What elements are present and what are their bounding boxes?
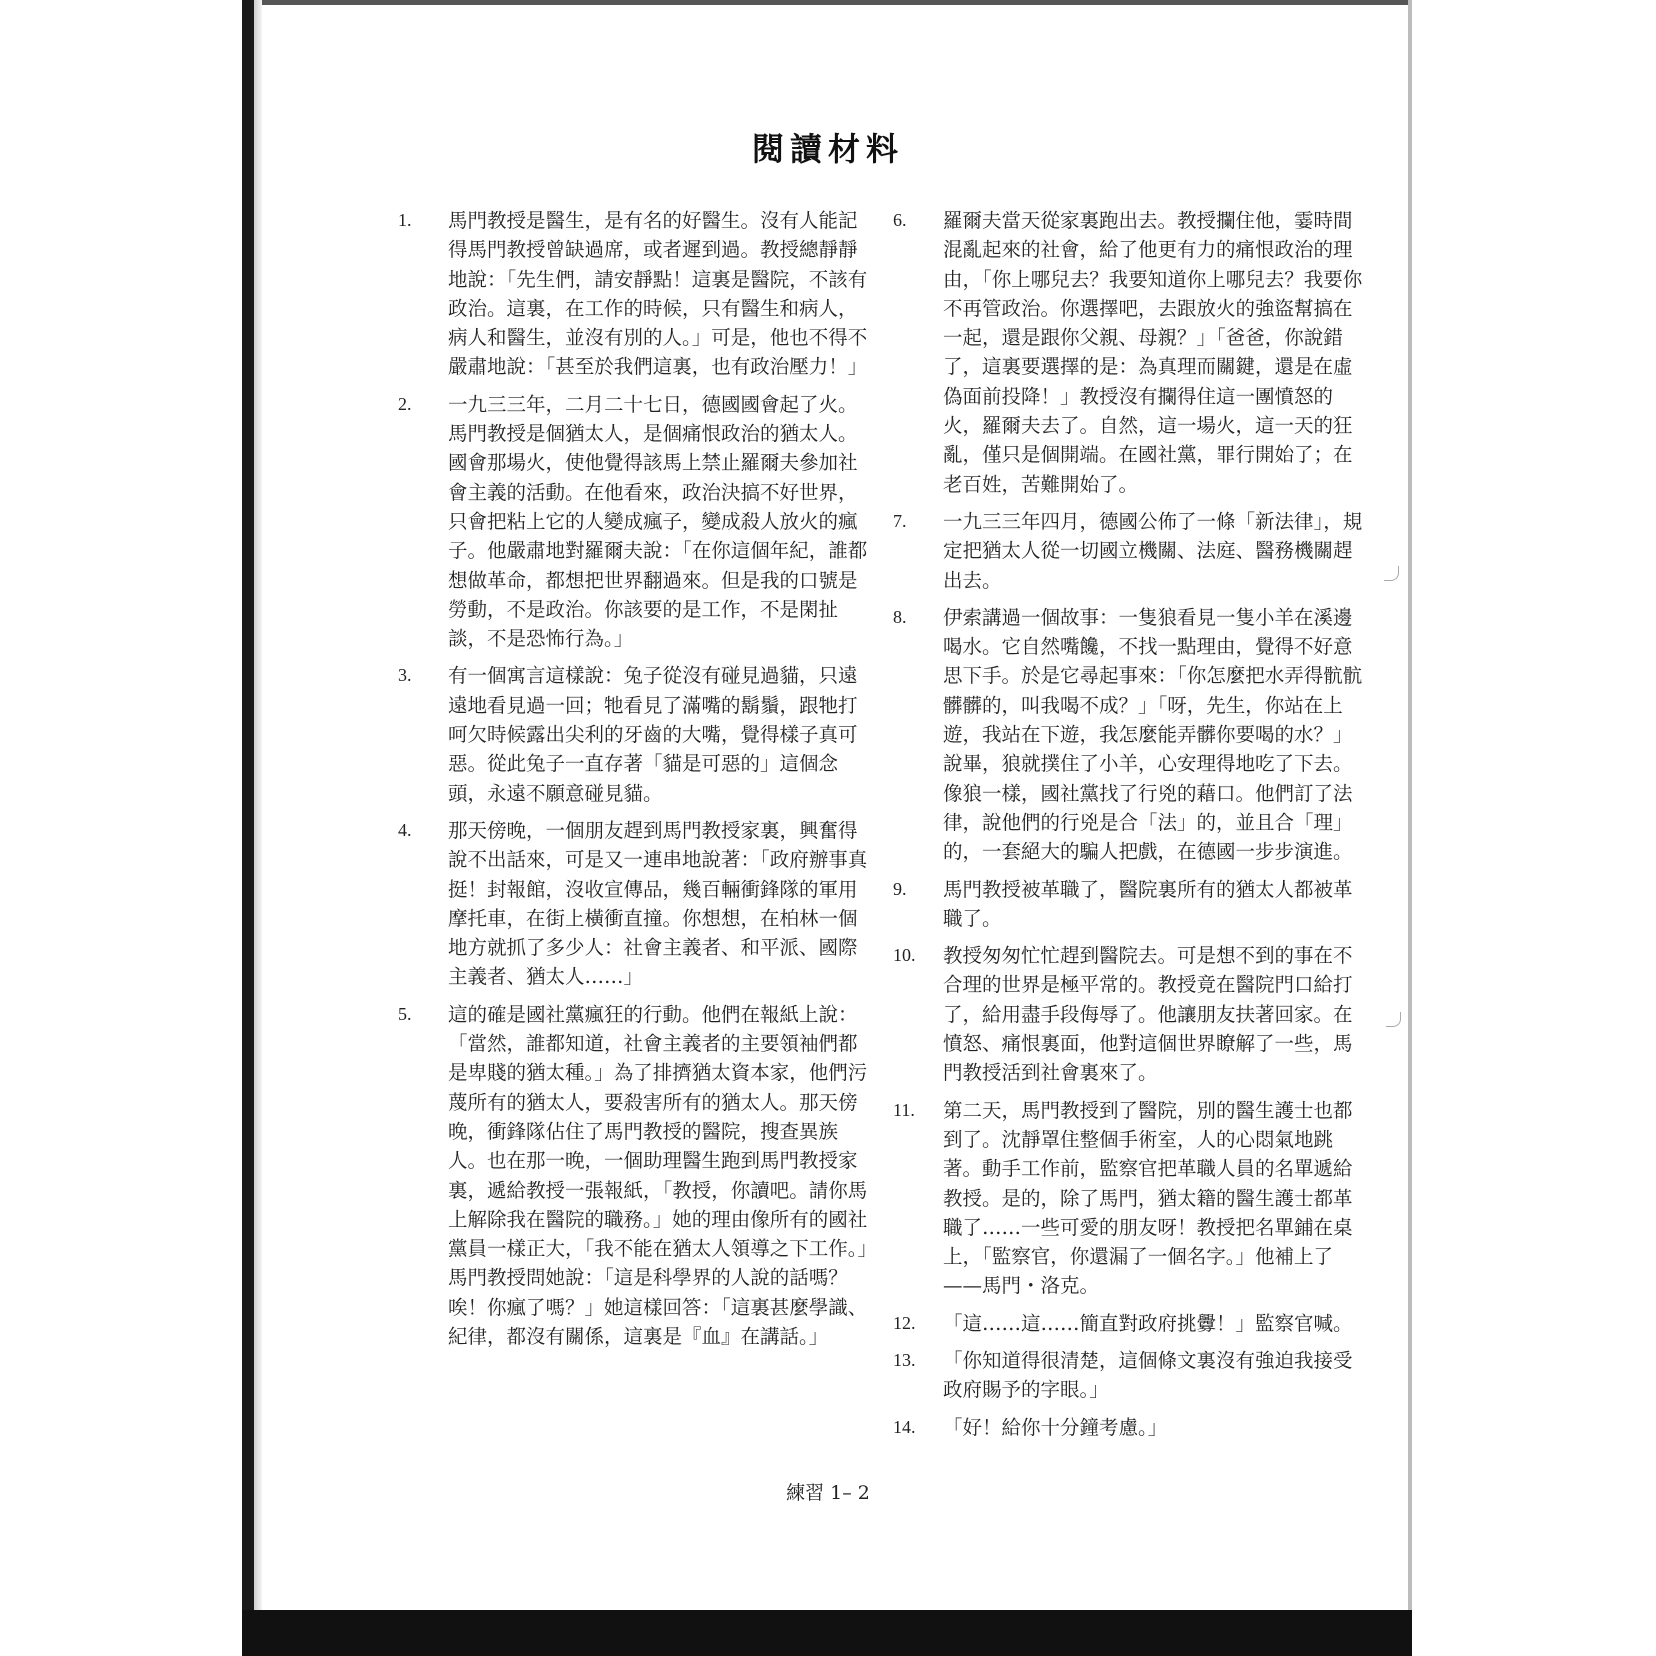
paragraph-number: 1. xyxy=(398,210,412,230)
paragraph-number: 11. xyxy=(893,1099,915,1120)
paragraph-item xyxy=(893,603,1365,867)
paragraph-item xyxy=(398,390,870,654)
paragraph-text: 教授匆匆忙忙趕到醫院去。可是想不到的事在不合理的世界是極平常的。教授竟在醫院門口給打了，給用盡手段侮辱了。他讓朋友扶著回家。在憤怒、痛恨裏面，他對這個世界瞭解了一些，馬門教授活到社會裏來了。 xyxy=(943,944,1353,1085)
paragraph-number: 9. xyxy=(893,878,907,899)
paragraph-item xyxy=(398,1000,870,1352)
paragraph-item xyxy=(893,1096,1365,1301)
paragraph-item xyxy=(398,816,870,992)
paragraph-text: 一九三三年，二月二十七日，德國國會起了火。馬門教授是個猶太人，是個痛恨政治的猶太人。國會那場火，使他覺得該馬上禁止羅爾夫參加社會主義的活動。在他看來，政治決搞不好世界，只會把粘上它的人變成瘋子，變成殺人放火的瘋子。他嚴肅地對羅爾夫說：「在你這個年紀，誰都想做革命，都想把世界翻過來。但是我的口號是勞動，不是政治。你該要的是工作，不是閑扯談，不是恐怖行為。」 xyxy=(448,392,868,651)
paragraph-text: 那天傍晚，一個朋友趕到馬門教授家裏，興奮得說不出話來，可是又一連串地說著：「政府辦事真挺！封報館，沒收宣傳品，幾百輛衝鋒隊的軍用摩托車，在街上橫衝直撞。你想想，在柏林一個地方就抓了多少人：社會主義者、和平派、國際主義者、猶太人……」 xyxy=(448,818,868,989)
paragraph-item xyxy=(893,1309,1365,1338)
paragraph-number: 7. xyxy=(893,510,907,531)
paragraph-number: 8. xyxy=(893,606,907,627)
paragraph-text: 羅爾夫當天從家裏跑出去。教授攔住他，霎時間混亂起來的社會，給了他更有力的痛恨政治的理由，「你上哪兒去？我要知道你上哪兒去？我要你不再管政治。你選擇吧，去跟放火的強盜幫搞在一起，還是跟你父親、母親？」「爸爸，你說錯了，這裏要選擇的是：為真理而關鍵，還是在虛偽面前投降！」教授沒有攔得住這一團憤怒的火，羅爾夫去了。自然，這一場火，這一天的狂亂，僅只是個開端。在國社黨，罪行開始了；在老百姓，苦難開始了。 xyxy=(943,209,1363,496)
scan-top-edge xyxy=(242,0,1412,5)
paragraph-number: 14. xyxy=(893,1416,916,1437)
paragraph-item xyxy=(398,206,870,382)
right-column xyxy=(893,206,1365,1450)
scan-left-shadow xyxy=(254,0,262,1656)
paragraph-item xyxy=(893,875,1365,934)
scan-left-border xyxy=(242,0,254,1656)
paragraph-text: 馬門教授被革職了，醫院裏所有的猶太人都被革職了。 xyxy=(943,877,1353,930)
paragraph-text: 「你知道得很清楚，這個條文裏沒有強迫我接受政府賜予的字眼。」 xyxy=(943,1348,1353,1402)
paragraph-item xyxy=(893,941,1365,1087)
left-column xyxy=(398,206,870,1359)
paragraph-item xyxy=(893,507,1365,595)
paragraph-text: 「這……這……簡直對政府挑釁！」監察官喊。 xyxy=(943,1311,1353,1335)
scan-bottom-border xyxy=(242,1610,1412,1656)
page-footer: 練習 1– 2 xyxy=(786,1482,870,1504)
paragraph-text: 這的確是國社黨瘋狂的行動。他們在報紙上說：「當然，誰都知道，社會主義者的主要領袖們都是卑賤的猶太種。」為了排擠猶太資本家，他們污蔑所有的猶太人，要殺害所有的猶太人。那天傍晚，衝鋒隊佔住了馬門教授的醫院，搜查異族人。也在那一晚，一個助理醫生跑到馬門教授家裏，遞給教授一張報紙，「教授，你讀吧。請你馬上解除我在醫院的職務。」她的理由像所有的國社黨員一樣正大，「我不能在猶太人領導之下工作。」馬門教授問她說：「這是科學界的人說的話嗎？唉！你瘋了嗎？」她這樣回答：「這裏甚麼學識、紀律，都沒有關係，這裏是『血』在講話。」 xyxy=(448,1002,868,1348)
paragraph-number: 5. xyxy=(398,1003,412,1024)
paragraph-item xyxy=(893,1346,1365,1405)
scan-mark xyxy=(1384,566,1399,581)
paragraph-item xyxy=(893,206,1365,499)
paragraph-item xyxy=(893,1413,1365,1442)
paragraph-text: 第二天，馬門教授到了醫院，別的醫生護士也都到了。沈靜罩住整個手術室，人的心悶氣地跳著。動手工作前，監察官把革職人員的名單遞給教授。是的，除了馬門，猶太籍的醫生護士都革職了……一些可愛的朋友呀！教授把名單鋪在桌上，「監察官，你還漏了一個名字。」他補上了——馬門・洛克。 xyxy=(943,1098,1353,1298)
paragraph-number: 10. xyxy=(893,945,916,966)
page-title: 閱讀材料 xyxy=(751,130,904,168)
scan-mark xyxy=(1386,1012,1401,1027)
paragraph-text: 「好！給你十分鐘考慮。」 xyxy=(943,1415,1168,1439)
paragraph-text: 伊索講過一個故事：一隻狼看見一隻小羊在溪邊喝水。它自然嘴饞，不找一點理由，覺得不好意思下手。於是它尋起事來：「你怎麼把水弄得骯骯髒髒的，叫我喝不成？」「呀，先生，你站在上遊，我站在下遊，我怎麼能弄髒你要喝的水？」說畢，狼就撲住了小羊，心安理得地吃了下去。像狼一樣，國社黨找了行兇的藉口。他們訂了法律，說他們的行兇是合「法」的，並且合「理」的，一套絕大的騙人把戲，在德國一步步演進。 xyxy=(943,605,1363,864)
paragraph-number: 12. xyxy=(893,1312,916,1333)
paragraph-text: 有一個寓言這樣說：兔子從沒有碰見過貓，只遠遠地看見過一回；牠看見了滿嘴的鬍鬚，跟牠打呵欠時候露出尖利的牙齒的大嘴，覺得樣子真可惡。從此兔子一直存著「貓是可惡的」這個念頭，永遠不願意碰見貓。 xyxy=(448,664,858,805)
paragraph-text: 一九三三年四月，德國公佈了一條「新法律」，規定把猶太人從一切國立機關、法庭、醫務機關趕出去。 xyxy=(943,509,1363,592)
paragraph-number: 2. xyxy=(398,393,412,414)
paragraph-text: 馬門教授是醫生，是有名的好醫生。沒有人能記得馬門教授曾缺過席，或者遲到過。教授總靜靜地說：「先生們，請安靜點！這裏是醫院，不該有政治。這裏，在工作的時候，只有醫生和病人，病人和醫生，並沒有別的人。」可是，他也不得不嚴肅地說：「甚至於我們這裏，也有政治壓力！」 xyxy=(448,209,868,379)
paragraph-number: 3. xyxy=(398,665,412,686)
paragraph-number: 4. xyxy=(398,819,412,840)
paragraph-number: 13. xyxy=(893,1349,916,1370)
paragraph-number: 6. xyxy=(893,210,907,230)
scan-right-margin xyxy=(1412,0,1656,1656)
paragraph-item xyxy=(398,661,870,807)
